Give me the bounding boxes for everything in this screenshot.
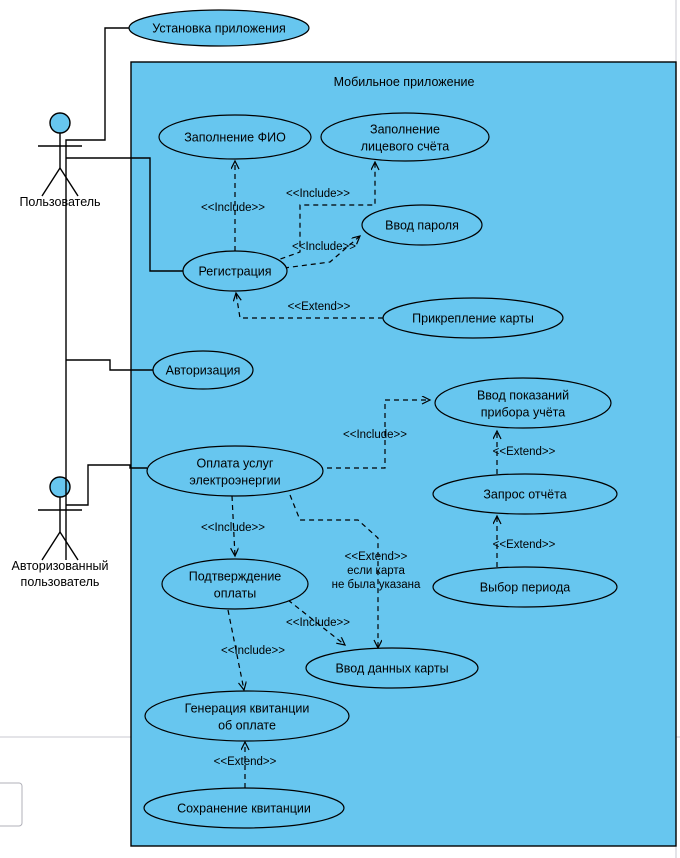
use-case-ellipse	[147, 446, 323, 496]
relation-label-include-2: <<Include>>	[286, 188, 350, 200]
actor-leg-right	[60, 168, 78, 196]
relation-label-include-1: <<Include>>	[201, 202, 265, 214]
relation-label-include-3: <<Include>>	[292, 241, 356, 253]
use-case-receipt-save[interactable]	[144, 788, 344, 828]
use-case-fio[interactable]	[159, 115, 311, 159]
actor-leg-right	[60, 532, 78, 560]
relation-label-extend-4-line2: если карта	[347, 565, 405, 577]
use-case-label: Прикрепление карты	[412, 311, 534, 326]
use-case-label: Ввод данных карты	[335, 661, 449, 676]
use-case-authorization[interactable]	[153, 351, 253, 389]
use-case-password[interactable]	[362, 205, 482, 245]
relation-label-include-5: <<Include>>	[201, 522, 265, 534]
relation-label-include-4: <<Include>>	[343, 429, 407, 441]
actor-leg-left	[42, 532, 60, 560]
use-case-label-line2: электроэнергии	[189, 473, 281, 488]
use-case-meter-reading[interactable]	[435, 378, 611, 428]
use-case-label: Сохранение квитанции	[177, 801, 311, 816]
use-case-label-line2: об оплате	[218, 718, 276, 733]
use-case-payment[interactable]	[147, 446, 323, 496]
use-case-label-line1: Ввод показаний	[476, 388, 570, 403]
association-user-to-install	[66, 28, 129, 150]
use-case-label: Ввод пароля	[385, 218, 459, 233]
use-case-label: Авторизация	[165, 363, 241, 378]
relation-label-include-6: <<Include>>	[286, 617, 350, 629]
use-case-receipt-generation[interactable]	[145, 691, 349, 741]
use-case-label-line2: прибора учёта	[480, 405, 566, 420]
system-boundary-title: Мобильное приложение	[333, 75, 475, 89]
corner-placeholder-box	[0, 783, 22, 826]
relation-label-extend-5: <<Extend>>	[213, 756, 277, 768]
use-case-label: Заполнение ФИО	[184, 130, 286, 145]
actor-authorized-user[interactable]	[12, 477, 109, 589]
use-case-label: Регистрация	[198, 264, 272, 279]
use-case-label-line1: Подтверждение	[188, 569, 282, 584]
use-case-label: Установка приложения	[152, 21, 286, 36]
relation-label-extend-2: <<Extend>>	[492, 446, 556, 458]
use-case-report-request[interactable]	[433, 474, 617, 514]
actor-authorized-user-label-line1: Авторизованный	[11, 559, 109, 573]
use-case-payment-confirm[interactable]	[162, 559, 308, 609]
use-case-card-data-input[interactable]	[306, 648, 478, 688]
use-case-label: Запрос отчёта	[483, 487, 567, 502]
use-case-label-line2: оплаты	[213, 586, 257, 601]
use-case-ellipse	[145, 691, 349, 741]
use-case-registration[interactable]	[183, 251, 287, 291]
relation-label-extend-4-line1: <<Extend>>	[344, 551, 408, 563]
use-case-install[interactable]	[129, 10, 309, 46]
relation-label-extend-3: <<Extend>>	[492, 539, 556, 551]
relation-label-extend-4-line3: не была указана	[331, 579, 421, 591]
actor-head-icon	[50, 113, 70, 133]
use-case-label-line1: Генерация квитанции	[184, 701, 310, 716]
relation-label-extend-1: <<Extend>>	[287, 301, 351, 313]
use-case-ellipse	[321, 113, 489, 161]
actor-user-label: Пользователь	[19, 195, 101, 209]
use-case-label-line1: Оплата услуг	[196, 456, 274, 471]
actor-leg-left	[42, 168, 60, 196]
use-case-account-number[interactable]	[321, 113, 489, 161]
use-case-label: Выбор периода	[479, 580, 571, 595]
use-case-ellipse	[162, 559, 308, 609]
use-case-ellipse	[435, 378, 611, 428]
use-case-label-line2: лицевого счёта	[360, 139, 450, 154]
actor-user[interactable]	[19, 113, 100, 209]
relation-label-include-7: <<Include>>	[221, 645, 285, 657]
use-case-card-attach[interactable]	[383, 298, 563, 338]
use-case-label-line1: Заполнение	[370, 122, 440, 137]
use-case-period-select[interactable]	[433, 567, 617, 607]
actor-authorized-user-label-line2: пользователь	[20, 575, 100, 589]
actor-head-icon	[50, 477, 70, 497]
